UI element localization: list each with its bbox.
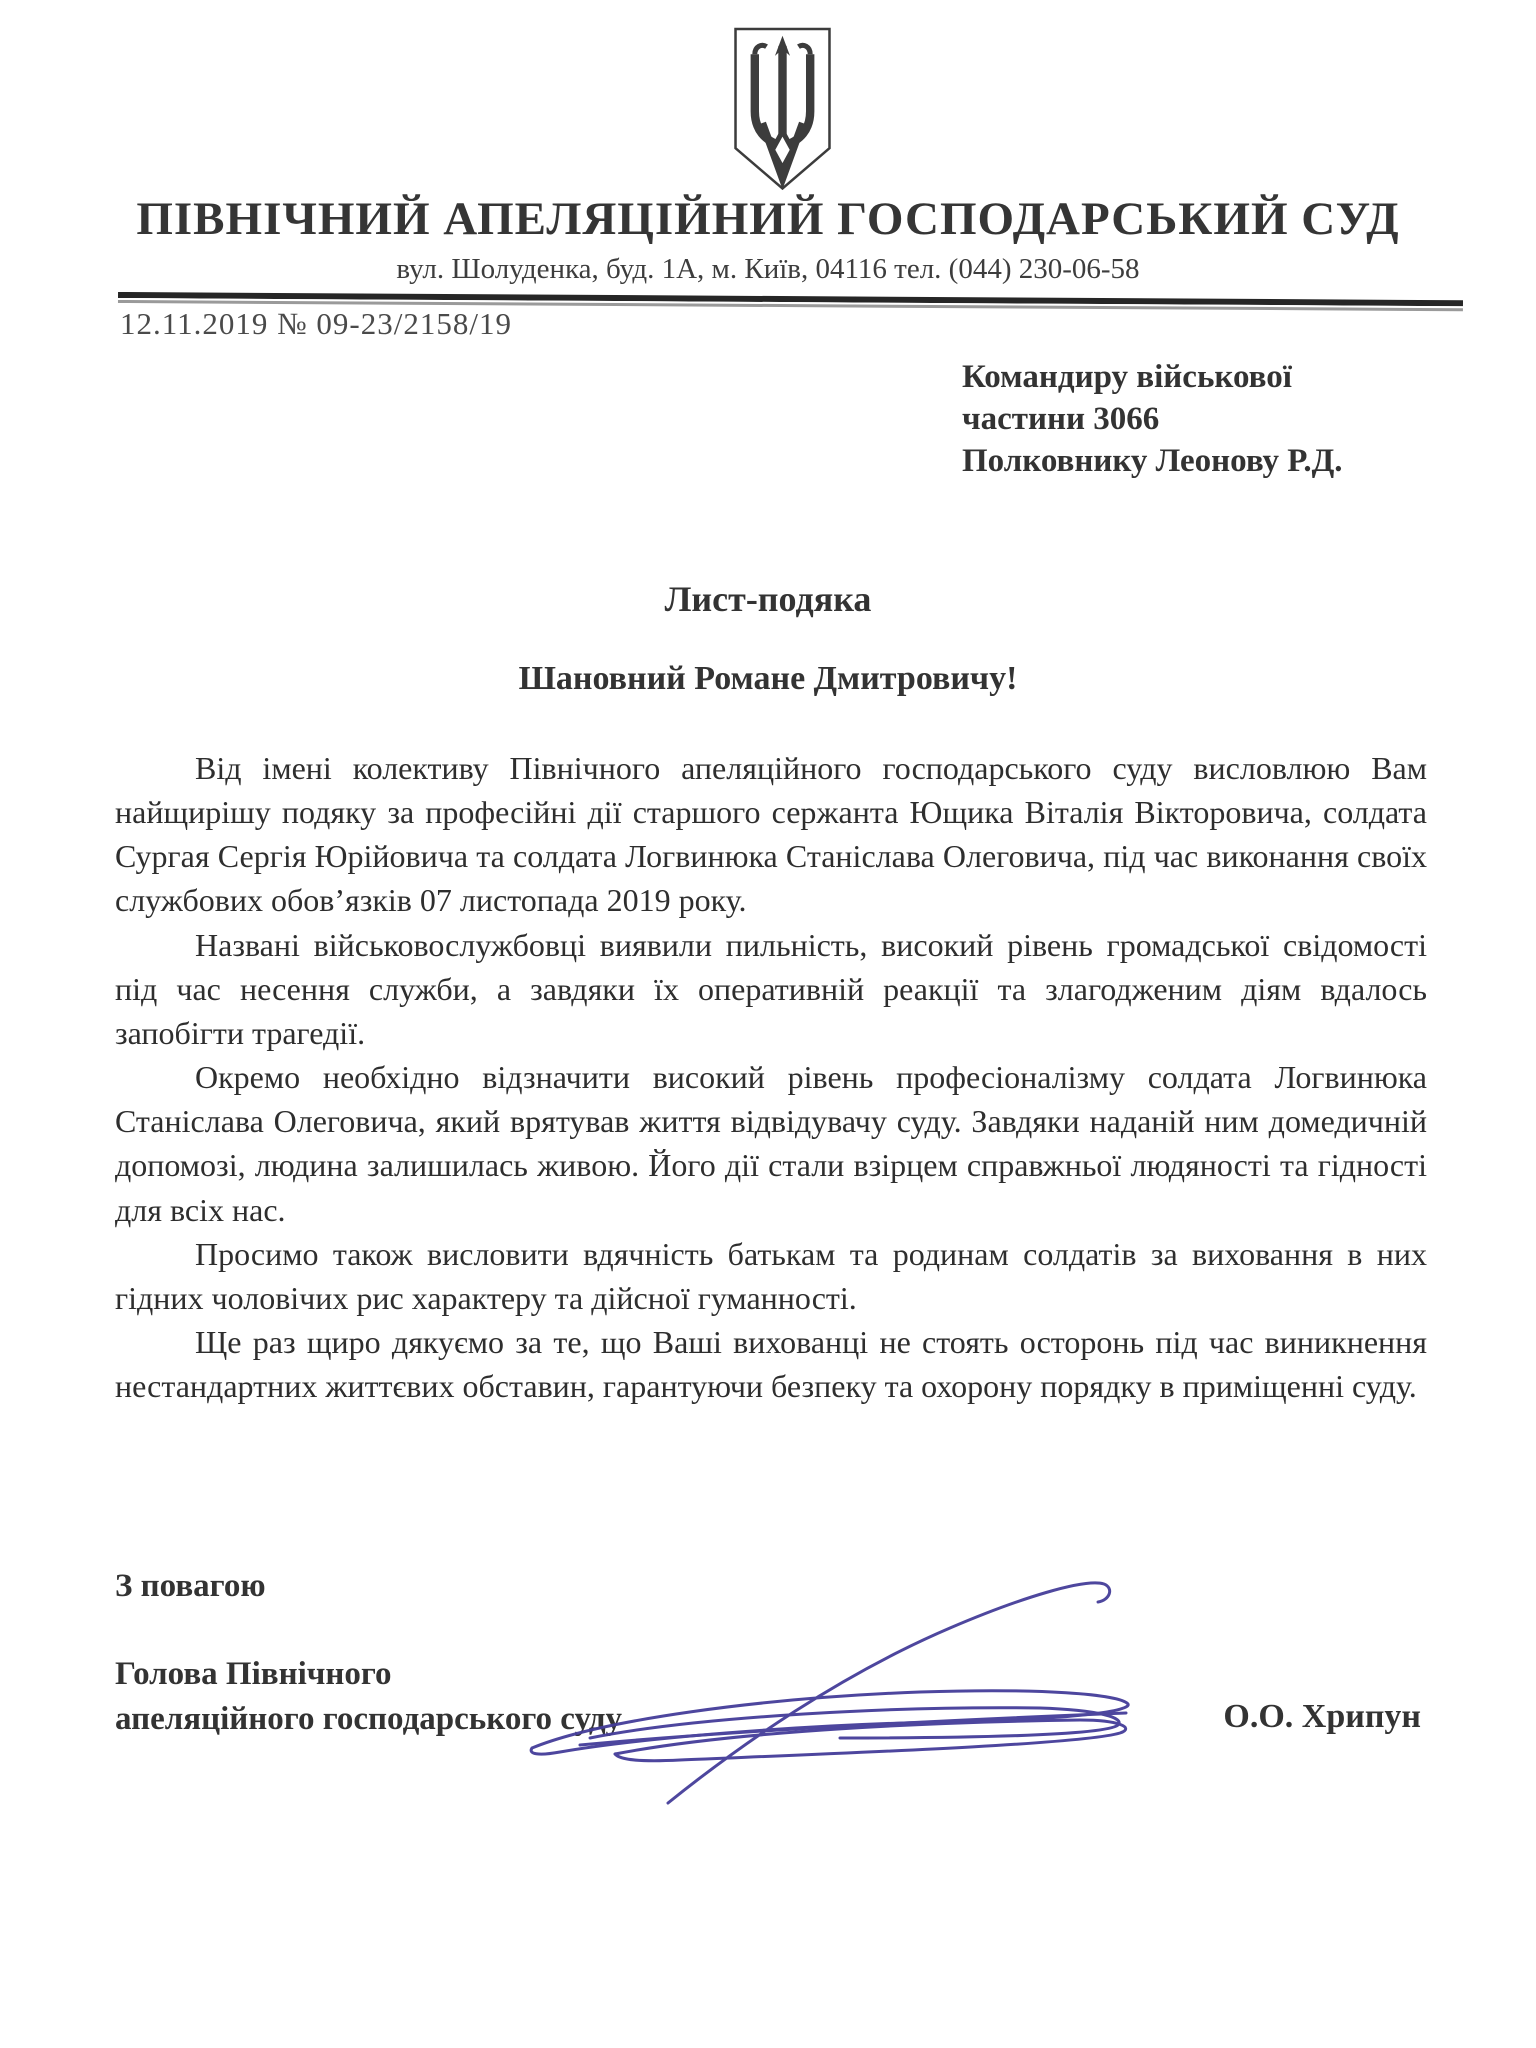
- body-paragraph: Від імені колективу Північного апеляційного господарського суду висловлюю Вам найщирішу подяку за професійні дії старшого сержанта Ющика Віталія Вікторовича, солдата Сургая Сергія Юрійовича та солдата Логвинюка Станіслава Олеговича, під час виконання своїх службових обов’язків 07 листопада 2019 року.: [115, 750, 1427, 919]
- body-paragraph: Окремо необхідно відзначити високий рівень професіоналізму солдата Логвинюка Станіслава Олеговича, який врятував життя відвідувачу суду. Завдяки наданій ним домедичній допомозі, людина залишилась живою. Його дії стали взірцем справжньої людяності та гідності для всіх нас.: [115, 1059, 1427, 1228]
- signer-name: О.О. Хрипун: [1223, 1698, 1421, 1735]
- recipient-line: частини 3066: [962, 401, 1160, 438]
- body-paragraph: Просимо також висловити вдячність батькам та родинам солдатів за виховання в них гідних чоловічих рис характеру та дійсної гуманності.: [115, 1235, 1427, 1316]
- signer-position-line: Голова Північного: [115, 1656, 392, 1692]
- signature-block: [115, 1568, 1427, 1888]
- recipient-line: Командиру військової: [962, 359, 1292, 395]
- date-and-reference-number: 12.11.2019 № 09-23/2158/19: [120, 306, 512, 341]
- closing-phrase: З повагою: [115, 1568, 266, 1604]
- recipient-line: Полковнику Леонову Р.Д.: [962, 443, 1343, 480]
- body-paragraph: Названі військовослужбовці виявили пильність, високий рівень громадської свідомості під час несення служби, а завдяки їх оперативній реакції та злагодженим діям вдалось запобігти трагедії.: [115, 926, 1427, 1051]
- coat-of-arms-of-ukraine-icon: [700, 24, 865, 196]
- court-address-line: вул. Шолуденка, буд. 1А, м. Київ, 04116 тел. (044) 230-06-58: [396, 253, 1140, 285]
- letter-title: Лист-подяка: [664, 579, 872, 619]
- court-name-heading: ПІВНІЧНИЙ АПЕЛЯЦІЙНИЙ ГОСПОДАРСЬКИЙ СУД: [136, 193, 1400, 245]
- signer-position-line: апеляційного господарського суду: [115, 1700, 623, 1737]
- letter-body: [115, 746, 1427, 1408]
- tryzub-shield-graphic: [700, 24, 865, 196]
- recipient-block: [962, 356, 1343, 483]
- handwritten-signature-icon: [520, 1570, 1140, 1805]
- body-paragraph: Ще раз щиро дякуємо за те, що Ваші вихованці не стоять осторонь під час виникнення нестандартних життєвих обставин, гарантуючи безпеку та охорону порядку в приміщенні суду.: [115, 1324, 1427, 1405]
- salutation-line: Шановний Романе Дмитровичу!: [518, 660, 1018, 697]
